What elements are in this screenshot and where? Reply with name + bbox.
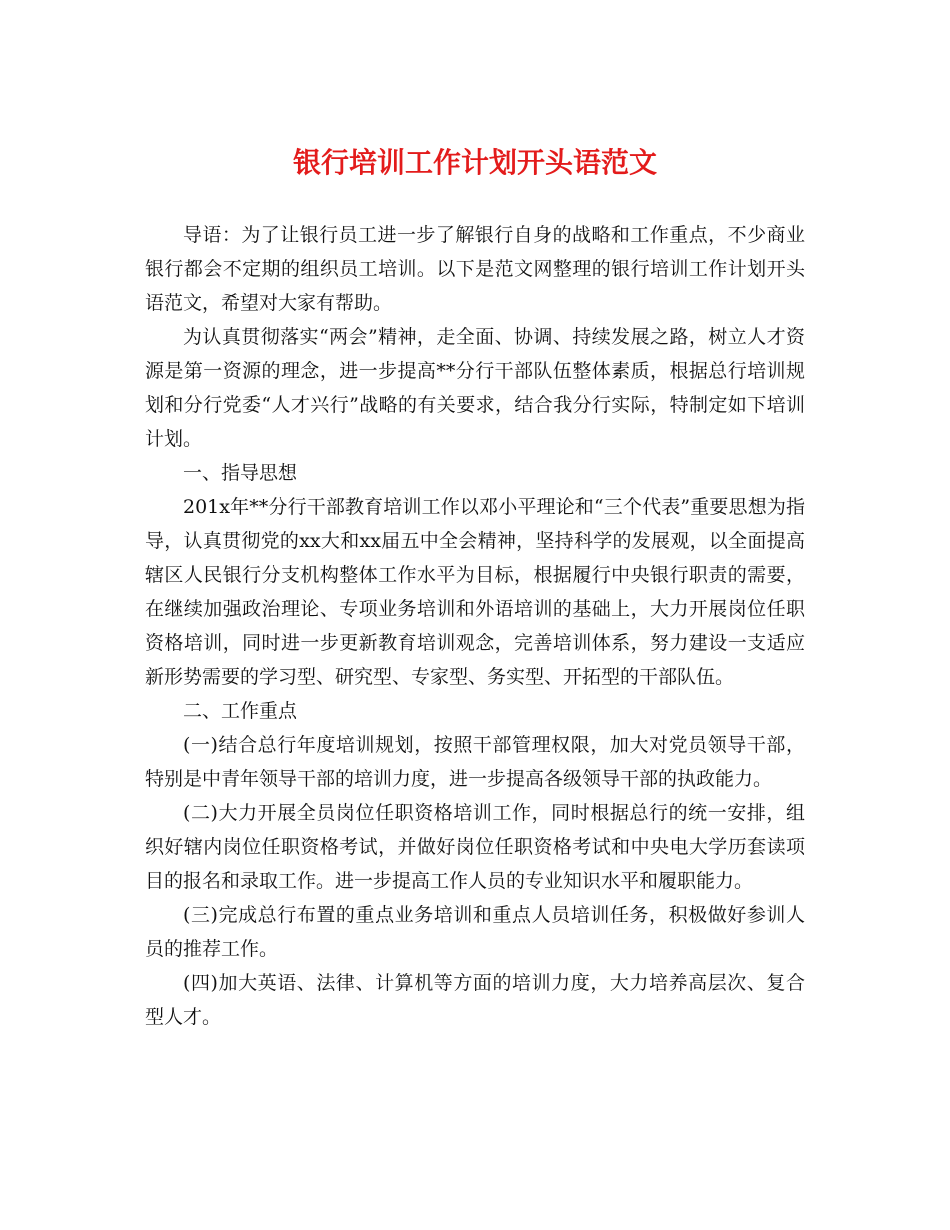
paragraph-focus-3: (三)完成总行布置的重点业务培训和重点人员培训任务，积极做好参训人员的推荐工作。 bbox=[145, 904, 805, 960]
document-body bbox=[145, 218, 805, 1034]
paragraph-focus-2: (二)大力开展全员岗位任职资格培训工作，同时根据总行的统一安排，组织好辖内岗位任职资格考试，并做好岗位任职资格考试和中央电大学历套读项目的报名和录取工作。进一步提高工作人员的专业知识水平和履职能力。 bbox=[145, 802, 805, 892]
paragraph-focus-4: (四)加大英语、法律、计算机等方面的培训力度，大力培养高层次、复合型人才。 bbox=[145, 972, 805, 1028]
paragraph-intro: 导语：为了让银行员工进一步了解银行自身的战略和工作重点，不少商业银行都会不定期的组织员工培训。以下是范文网整理的银行培训工作计划开头语范文，希望对大家有帮助。 bbox=[145, 224, 805, 314]
document-title: 银行培训工作计划开头语范文 bbox=[292, 146, 657, 179]
paragraph-preamble: 为认真贯彻落实“两会”精神，走全面、协调、持续发展之路，树立人才资源是第一资源的理念，进一步提高**分行干部队伍整体素质，根据总行培训规划和分行党委“人才兴行”战略的有关要求，结合我分行实际，特制定如下培训计划。 bbox=[145, 326, 805, 450]
paragraph-guiding-thought: 201x年**分行干部教育培训工作以邓小平理论和“三个代表”重要思想为指导，认真贯彻党的xx大和xx届五中全会精神，坚持科学的发展观，以全面提高辖区人民银行分支机构整体工作水平为目标，根据履行中央银行职责的需要，在继续加强政治理论、专项业务培训和外语培训的基础上，大力开展岗位任职资格培训，同时进一步更新教育培训观念，完善培训体系，努力建设一支适应新形势需要的学习型、研究型、专家型、务实型、开拓型的干部队伍。 bbox=[145, 496, 805, 688]
paragraph-focus-1: (一)结合总行年度培训规划，按照干部管理权限，加大对党员领导干部，特别是中青年领导干部的培训力度，进一步提高各级领导干部的执政能力。 bbox=[145, 734, 805, 790]
heading-guiding-thought: 一、指导思想 bbox=[183, 462, 298, 484]
heading-work-focus: 二、工作重点 bbox=[183, 700, 298, 722]
